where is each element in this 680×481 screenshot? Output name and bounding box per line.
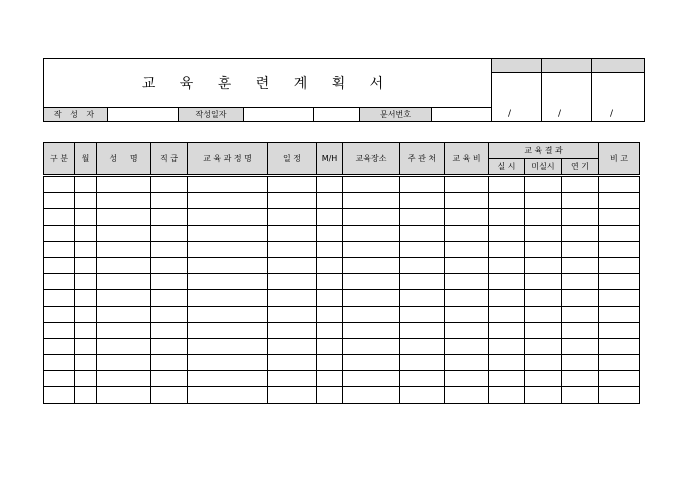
table-cell[interactable] [400, 371, 445, 387]
date-field[interactable] [244, 108, 314, 122]
table-cell[interactable] [445, 338, 489, 354]
table-cell[interactable] [562, 257, 599, 273]
table-cell[interactable] [151, 274, 188, 290]
table-cell[interactable] [268, 209, 317, 225]
table-cell[interactable] [97, 193, 151, 209]
table-cell[interactable] [562, 290, 599, 306]
table-cell[interactable] [97, 257, 151, 273]
table-cell[interactable] [188, 241, 268, 257]
table-row [44, 306, 640, 322]
table-cell[interactable] [268, 355, 317, 371]
table-cell[interactable] [188, 306, 268, 322]
document-header [43, 58, 645, 122]
table-cell[interactable] [489, 193, 525, 209]
table-cell[interactable] [188, 338, 268, 354]
table-cell[interactable] [599, 387, 640, 403]
page-title: 교 육 훈 련 계 획 서 [44, 59, 492, 108]
table-row [44, 322, 640, 338]
table-cell[interactable] [317, 209, 343, 225]
table-row [44, 241, 640, 257]
table-cell[interactable] [599, 274, 640, 290]
table-cell[interactable] [268, 371, 317, 387]
table-cell[interactable] [343, 338, 400, 354]
table-cell[interactable] [525, 274, 562, 290]
col-header-division: 구 분 [44, 143, 75, 176]
table-cell[interactable] [400, 322, 445, 338]
table-cell[interactable] [151, 338, 188, 354]
table-cell[interactable] [151, 306, 188, 322]
table-cell[interactable] [400, 241, 445, 257]
table-cell[interactable] [44, 290, 75, 306]
table-cell[interactable] [75, 338, 97, 354]
col-header-done: 실 시 [489, 159, 525, 176]
table-cell[interactable] [317, 322, 343, 338]
table-cell[interactable] [151, 387, 188, 403]
table-cell[interactable] [445, 290, 489, 306]
table-cell[interactable] [97, 387, 151, 403]
table-cell[interactable] [268, 306, 317, 322]
training-plan-table [43, 142, 640, 404]
approval-sign-cell[interactable] [542, 73, 592, 122]
table-cell[interactable] [343, 306, 400, 322]
table-cell[interactable] [489, 290, 525, 306]
table-cell[interactable] [562, 355, 599, 371]
table-cell[interactable] [599, 306, 640, 322]
table-cell[interactable] [188, 387, 268, 403]
table-cell[interactable] [151, 355, 188, 371]
table-cell[interactable] [525, 290, 562, 306]
table-cell[interactable] [343, 209, 400, 225]
table-cell[interactable] [151, 176, 188, 193]
table-cell[interactable] [44, 322, 75, 338]
table-cell[interactable] [75, 290, 97, 306]
table-row [44, 338, 640, 354]
table-cell[interactable] [151, 241, 188, 257]
col-header-cost: 교 육 비 [445, 143, 489, 176]
table-cell[interactable] [562, 371, 599, 387]
table-cell[interactable] [151, 290, 188, 306]
table-cell[interactable] [525, 322, 562, 338]
table-row [44, 257, 640, 273]
col-header-mh: M/H [317, 143, 343, 176]
table-cell[interactable] [343, 355, 400, 371]
table-cell[interactable] [489, 209, 525, 225]
table-cell[interactable] [562, 176, 599, 193]
table-cell[interactable] [599, 225, 640, 241]
table-cell[interactable] [75, 209, 97, 225]
table-cell[interactable] [400, 338, 445, 354]
table-cell[interactable] [343, 371, 400, 387]
table-cell[interactable] [562, 322, 599, 338]
col-header-course: 교 육 과 정 명 [188, 143, 268, 176]
table-cell[interactable] [188, 193, 268, 209]
table-cell[interactable] [97, 241, 151, 257]
table-cell[interactable] [400, 306, 445, 322]
table-cell[interactable] [75, 371, 97, 387]
table-cell[interactable] [317, 290, 343, 306]
col-header-result: 교 육 결 과 [489, 143, 599, 159]
table-cell[interactable] [343, 193, 400, 209]
table-row [44, 290, 640, 306]
table-cell[interactable] [188, 209, 268, 225]
table-cell[interactable] [268, 290, 317, 306]
table-cell[interactable] [75, 176, 97, 193]
table-cell[interactable] [188, 225, 268, 241]
table-cell[interactable] [445, 193, 489, 209]
table-cell[interactable] [525, 209, 562, 225]
table-cell[interactable] [400, 176, 445, 193]
table-cell[interactable] [445, 176, 489, 193]
table-cell[interactable] [400, 355, 445, 371]
table-cell[interactable] [445, 241, 489, 257]
table-cell[interactable] [489, 338, 525, 354]
table-cell[interactable] [445, 387, 489, 403]
table-cell[interactable] [343, 225, 400, 241]
table-cell[interactable] [317, 355, 343, 371]
table-cell[interactable] [525, 176, 562, 193]
table-cell[interactable] [268, 241, 317, 257]
table-row [44, 193, 640, 209]
table-cell[interactable] [188, 355, 268, 371]
table-cell[interactable] [188, 257, 268, 273]
table-cell[interactable] [525, 241, 562, 257]
table-cell[interactable] [445, 209, 489, 225]
table-cell[interactable] [75, 322, 97, 338]
table-cell[interactable] [525, 371, 562, 387]
table-cell[interactable] [188, 176, 268, 193]
table-cell[interactable] [562, 193, 599, 209]
table-cell[interactable] [75, 355, 97, 371]
table-cell[interactable] [44, 306, 75, 322]
table-cell[interactable] [489, 355, 525, 371]
table-cell[interactable] [75, 225, 97, 241]
table-cell[interactable] [44, 355, 75, 371]
table-cell[interactable] [489, 371, 525, 387]
table-cell[interactable] [317, 371, 343, 387]
table-cell[interactable] [317, 176, 343, 193]
approval-sign-cell[interactable] [492, 73, 542, 122]
table-cell[interactable] [44, 371, 75, 387]
table-cell[interactable] [97, 225, 151, 241]
table-cell[interactable] [317, 387, 343, 403]
table-row [44, 225, 640, 241]
table-cell[interactable] [525, 338, 562, 354]
table-cell[interactable] [97, 322, 151, 338]
table-cell[interactable] [268, 274, 317, 290]
table-row [44, 209, 640, 225]
table-cell[interactable] [489, 176, 525, 193]
col-header-place: 교육장소 [343, 143, 400, 176]
table-cell[interactable] [525, 387, 562, 403]
author-label: 작 성 자 [44, 108, 108, 122]
table-cell[interactable] [97, 338, 151, 354]
table-cell[interactable] [525, 193, 562, 209]
table-cell[interactable] [188, 371, 268, 387]
table-cell[interactable] [400, 274, 445, 290]
table-cell[interactable] [599, 371, 640, 387]
table-cell[interactable] [97, 176, 151, 193]
table-cell[interactable] [343, 241, 400, 257]
table-cell[interactable] [97, 355, 151, 371]
table-cell[interactable] [525, 306, 562, 322]
table-cell[interactable] [599, 355, 640, 371]
table-cell[interactable] [151, 209, 188, 225]
table-cell[interactable] [489, 274, 525, 290]
table-cell[interactable] [268, 322, 317, 338]
table-cell[interactable] [188, 274, 268, 290]
table-cell[interactable] [343, 176, 400, 193]
table-cell[interactable] [44, 274, 75, 290]
table-cell[interactable] [599, 257, 640, 273]
table-cell[interactable] [317, 274, 343, 290]
col-header-month: 월 [75, 143, 97, 176]
table-cell[interactable] [562, 241, 599, 257]
table-cell[interactable] [151, 257, 188, 273]
table-cell[interactable] [400, 193, 445, 209]
table-cell[interactable] [599, 241, 640, 257]
table-cell[interactable] [599, 322, 640, 338]
table-cell[interactable] [268, 193, 317, 209]
table-cell[interactable] [489, 322, 525, 338]
table-cell[interactable] [489, 306, 525, 322]
table-cell[interactable] [525, 257, 562, 273]
table-cell[interactable] [44, 225, 75, 241]
table-cell[interactable] [400, 209, 445, 225]
table-cell[interactable] [400, 387, 445, 403]
table-cell[interactable] [562, 209, 599, 225]
table-cell[interactable] [97, 209, 151, 225]
table-cell[interactable] [44, 257, 75, 273]
col-header-delay: 연 기 [562, 159, 599, 176]
approval-header-cell [542, 59, 592, 73]
table-cell[interactable] [317, 193, 343, 209]
table-cell[interactable] [151, 371, 188, 387]
approval-slash: / [508, 109, 512, 119]
table-cell[interactable] [317, 225, 343, 241]
col-header-schedule: 일 정 [268, 143, 317, 176]
table-cell[interactable] [525, 355, 562, 371]
table-cell[interactable] [317, 241, 343, 257]
table-cell[interactable] [562, 338, 599, 354]
table-cell[interactable] [400, 257, 445, 273]
table-cell[interactable] [97, 306, 151, 322]
approval-slash: / [558, 109, 562, 119]
table-cell[interactable] [44, 193, 75, 209]
table-cell[interactable] [97, 371, 151, 387]
table-cell[interactable] [525, 225, 562, 241]
table-cell[interactable] [562, 306, 599, 322]
table-cell[interactable] [268, 225, 317, 241]
table-cell[interactable] [445, 322, 489, 338]
table-cell[interactable] [343, 322, 400, 338]
table-row [44, 176, 640, 193]
table-cell[interactable] [44, 338, 75, 354]
table-row [44, 371, 640, 387]
table-row [44, 387, 640, 403]
table-cell[interactable] [75, 193, 97, 209]
table-cell[interactable] [562, 387, 599, 403]
table-cell[interactable] [317, 306, 343, 322]
table-cell[interactable] [445, 225, 489, 241]
table-cell[interactable] [400, 225, 445, 241]
table-cell[interactable] [75, 387, 97, 403]
table-cell[interactable] [343, 257, 400, 273]
docno-label: 문서번호 [360, 108, 432, 122]
table-row [44, 355, 640, 371]
col-header-rank: 직 급 [151, 143, 188, 176]
col-header-notdone: 미실시 [525, 159, 562, 176]
table-cell[interactable] [188, 322, 268, 338]
table-cell[interactable] [151, 193, 188, 209]
table-cell[interactable] [562, 225, 599, 241]
table-cell[interactable] [268, 257, 317, 273]
table-cell[interactable] [268, 387, 317, 403]
table-cell[interactable] [44, 176, 75, 193]
table-cell[interactable] [268, 338, 317, 354]
table-row [44, 274, 640, 290]
col-header-organizer: 주 관 처 [400, 143, 445, 176]
table-cell[interactable] [599, 176, 640, 193]
date-label: 작성일자 [179, 108, 244, 122]
table-cell[interactable] [75, 274, 97, 290]
table-cell[interactable] [599, 290, 640, 306]
table-cell[interactable] [599, 193, 640, 209]
table-cell[interactable] [599, 209, 640, 225]
table-cell[interactable] [489, 225, 525, 241]
table-cell[interactable] [562, 274, 599, 290]
table-cell[interactable] [489, 387, 525, 403]
table-cell[interactable] [343, 274, 400, 290]
table-cell[interactable] [44, 387, 75, 403]
table-cell[interactable] [188, 290, 268, 306]
table-cell[interactable] [75, 257, 97, 273]
table-cell[interactable] [268, 176, 317, 193]
col-header-remark: 비 고 [599, 143, 640, 176]
table-cell[interactable] [75, 306, 97, 322]
table-cell[interactable] [489, 241, 525, 257]
docno-field[interactable] [432, 108, 492, 122]
table-cell[interactable] [489, 257, 525, 273]
table-cell[interactable] [97, 274, 151, 290]
col-header-name: 성 명 [97, 143, 151, 176]
table-cell[interactable] [75, 241, 97, 257]
table-cell[interactable] [599, 338, 640, 354]
table-cell[interactable] [445, 274, 489, 290]
table-cell[interactable] [445, 371, 489, 387]
table-cell[interactable] [317, 257, 343, 273]
table-cell[interactable] [343, 290, 400, 306]
spacer-cell [314, 108, 360, 122]
table-cell[interactable] [317, 338, 343, 354]
table-cell[interactable] [44, 241, 75, 257]
approval-sign-cell[interactable] [592, 73, 645, 122]
table-cell[interactable] [151, 322, 188, 338]
table-cell[interactable] [445, 306, 489, 322]
table-cell[interactable] [97, 290, 151, 306]
table-body [44, 176, 640, 404]
approval-header-cell [492, 59, 542, 73]
approval-header-cell [592, 59, 645, 73]
table-cell[interactable] [44, 209, 75, 225]
approval-slash: / [610, 109, 614, 119]
author-field[interactable] [108, 108, 179, 122]
table-cell[interactable] [343, 387, 400, 403]
table-cell[interactable] [445, 257, 489, 273]
table-cell[interactable] [151, 225, 188, 241]
table-cell[interactable] [445, 355, 489, 371]
table-cell[interactable] [400, 290, 445, 306]
